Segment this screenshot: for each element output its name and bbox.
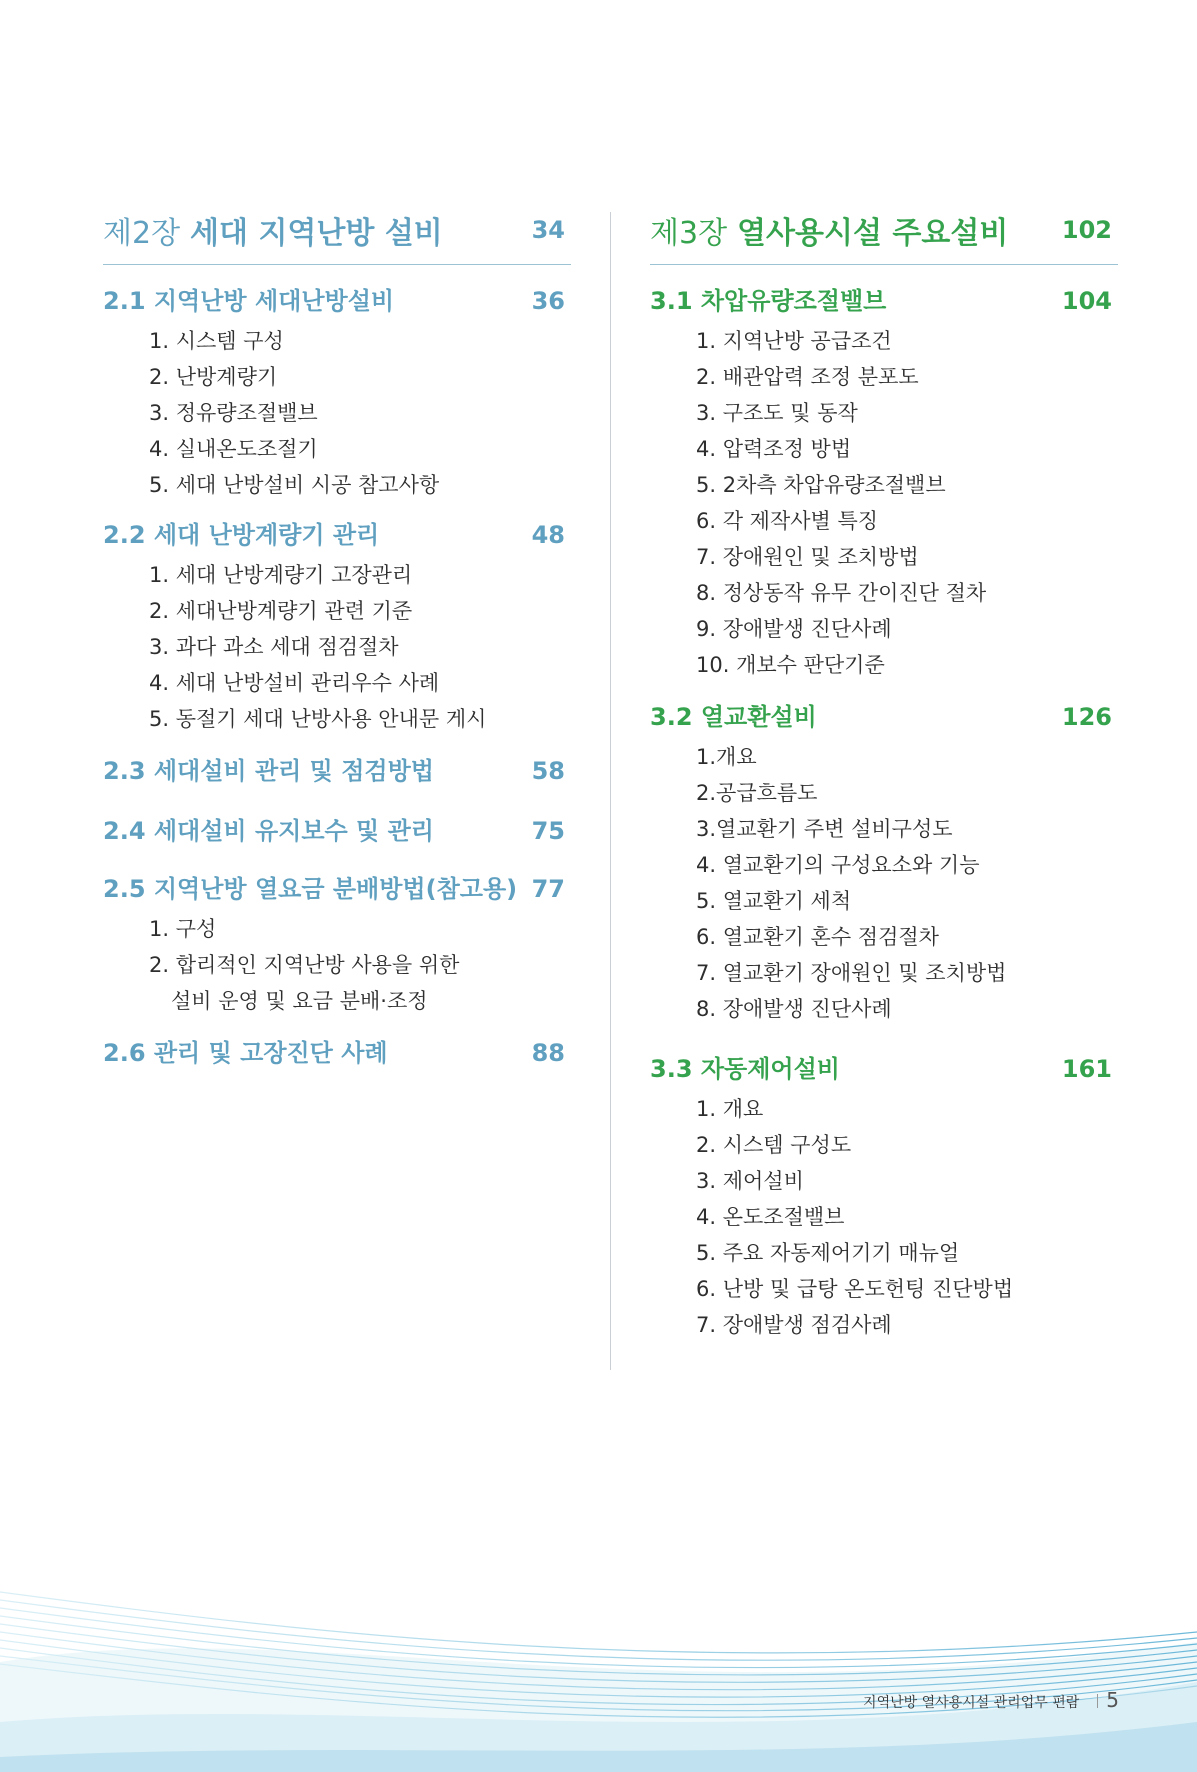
chapter-page: 102 bbox=[1061, 216, 1112, 244]
section-title: 3.2 열교환설비 bbox=[650, 703, 817, 731]
toc-item: 4. 세대 난방설비 관리우수 사례 bbox=[149, 671, 440, 695]
section-title: 2.2 세대 난방계량기 관리 bbox=[103, 521, 380, 549]
column-divider bbox=[610, 212, 611, 1370]
toc-item: 8. 장애발생 진단사례 bbox=[696, 997, 892, 1021]
section-page: 161 bbox=[1061, 1055, 1112, 1083]
chapter-title: 열사용시설 주요설비 bbox=[737, 216, 1009, 251]
section-page: 104 bbox=[1061, 287, 1112, 315]
footer-separator bbox=[1097, 1694, 1098, 1708]
toc-item: 5. 동절기 세대 난방사용 안내문 게시 bbox=[149, 707, 487, 731]
toc-item: 1. 시스템 구성 bbox=[149, 329, 284, 353]
toc-item: 7. 장애원인 및 조치방법 bbox=[696, 545, 919, 569]
toc-item-continuation: 설비 운영 및 요금 분배·조정 bbox=[171, 989, 428, 1013]
toc-item bbox=[149, 947, 571, 1019]
chapter-page: 34 bbox=[531, 216, 565, 244]
section-title: 2.4 세대설비 유지보수 및 관리 bbox=[103, 817, 434, 845]
section-title: 2.1 지역난방 세대난방설비 bbox=[103, 287, 395, 315]
section-page: 77 bbox=[531, 875, 565, 903]
toc-section-2-4[interactable] bbox=[103, 813, 571, 849]
chapter-heading bbox=[650, 208, 1118, 265]
toc-item: 4. 실내온도조절기 bbox=[149, 437, 318, 461]
toc-item: 5. 열교환기 세척 bbox=[696, 889, 852, 913]
toc-item: 2. 세대난방계량기 관련 기준 bbox=[149, 599, 413, 623]
toc-item: 2. 난방계량기 bbox=[149, 365, 278, 389]
toc-item: 3.열교환기 주변 설비구성도 bbox=[696, 817, 953, 841]
toc-item: 7. 장애발생 점검사례 bbox=[696, 1313, 892, 1337]
toc-item: 4. 온도조절밸브 bbox=[696, 1205, 845, 1229]
section-page: 58 bbox=[531, 757, 565, 785]
toc-item: 4. 열교환기의 구성요소와 기능 bbox=[696, 853, 980, 877]
toc-section-2-5[interactable] bbox=[103, 871, 571, 1019]
page-footer bbox=[863, 1688, 1119, 1712]
toc-item: 3. 과다 과소 세대 점검절차 bbox=[149, 635, 399, 659]
toc-section-3-1[interactable] bbox=[650, 283, 1118, 683]
toc-section-2-2[interactable] bbox=[103, 517, 571, 737]
toc-column-chapter-3 bbox=[650, 208, 1118, 1343]
toc-item: 1. 지역난방 공급조건 bbox=[696, 329, 892, 353]
decorative-wave-background bbox=[0, 1572, 1197, 1772]
toc-item: 9. 장애발생 진단사례 bbox=[696, 617, 892, 641]
section-title: 3.1 차압유량조절밸브 bbox=[650, 287, 887, 315]
page-number: 5 bbox=[1106, 1688, 1119, 1712]
toc-item: 6. 열교환기 혼수 점검절차 bbox=[696, 925, 939, 949]
toc-item: 6. 난방 및 급탕 온도헌팅 진단방법 bbox=[696, 1277, 1014, 1301]
section-page: 75 bbox=[531, 817, 565, 845]
section-page: 48 bbox=[531, 521, 565, 549]
toc-item: 1. 개요 bbox=[696, 1097, 764, 1121]
toc-section-2-6[interactable] bbox=[103, 1035, 571, 1071]
toc-item: 3. 제어설비 bbox=[696, 1169, 804, 1193]
toc-item: 5. 2차측 차압유량조절밸브 bbox=[696, 473, 946, 497]
section-page: 126 bbox=[1061, 703, 1112, 731]
section-title: 2.6 관리 및 고장진단 사례 bbox=[103, 1039, 388, 1067]
toc-item: 1. 세대 난방계량기 고장관리 bbox=[149, 563, 413, 587]
toc-item-text: 2. 합리적인 지역난방 사용을 위한 bbox=[149, 953, 460, 977]
toc-item: 5. 주요 자동제어기기 매뉴얼 bbox=[696, 1241, 960, 1265]
section-page: 88 bbox=[531, 1039, 565, 1067]
section-title: 2.3 세대설비 관리 및 점검방법 bbox=[103, 757, 434, 785]
chapter-heading bbox=[103, 208, 571, 265]
toc-item: 1. 구성 bbox=[149, 917, 217, 941]
toc-item: 6. 각 제작사별 특징 bbox=[696, 509, 879, 533]
toc-section-2-3[interactable] bbox=[103, 753, 571, 789]
toc-item: 3. 구조도 및 동작 bbox=[696, 401, 858, 425]
section-title: 3.3 자동제어설비 bbox=[650, 1055, 840, 1083]
chapter-title: 세대 지역난방 설비 bbox=[190, 216, 443, 251]
toc-item: 2. 배관압력 조정 분포도 bbox=[696, 365, 919, 389]
toc-item: 10. 개보수 판단기준 bbox=[696, 653, 885, 677]
toc-item: 5. 세대 난방설비 시공 참고사항 bbox=[149, 473, 440, 497]
footer-book-title: 지역난방 열사용시설 관리업무 편람 bbox=[863, 1695, 1080, 1711]
chapter-label: 제3장 bbox=[650, 216, 728, 251]
toc-item: 4. 압력조정 방법 bbox=[696, 437, 852, 461]
toc-item: 2.공급흐름도 bbox=[696, 781, 818, 805]
chapter-label: 제2장 bbox=[103, 216, 181, 251]
toc-item: 3. 정유량조절밸브 bbox=[149, 401, 318, 425]
toc-section-2-1[interactable] bbox=[103, 283, 571, 503]
toc-item: 1.개요 bbox=[696, 745, 757, 769]
toc-column-chapter-2 bbox=[103, 208, 571, 1071]
section-title: 2.5 지역난방 열요금 분배방법(참고용) bbox=[103, 875, 518, 903]
toc-section-3-2[interactable] bbox=[650, 699, 1118, 1027]
toc-section-3-3[interactable] bbox=[650, 1051, 1118, 1343]
section-page: 36 bbox=[531, 287, 565, 315]
toc-item: 7. 열교환기 장애원인 및 조치방법 bbox=[696, 961, 1007, 985]
toc-item: 8. 정상동작 유무 간이진단 절차 bbox=[696, 581, 987, 605]
toc-item: 2. 시스템 구성도 bbox=[696, 1133, 852, 1157]
